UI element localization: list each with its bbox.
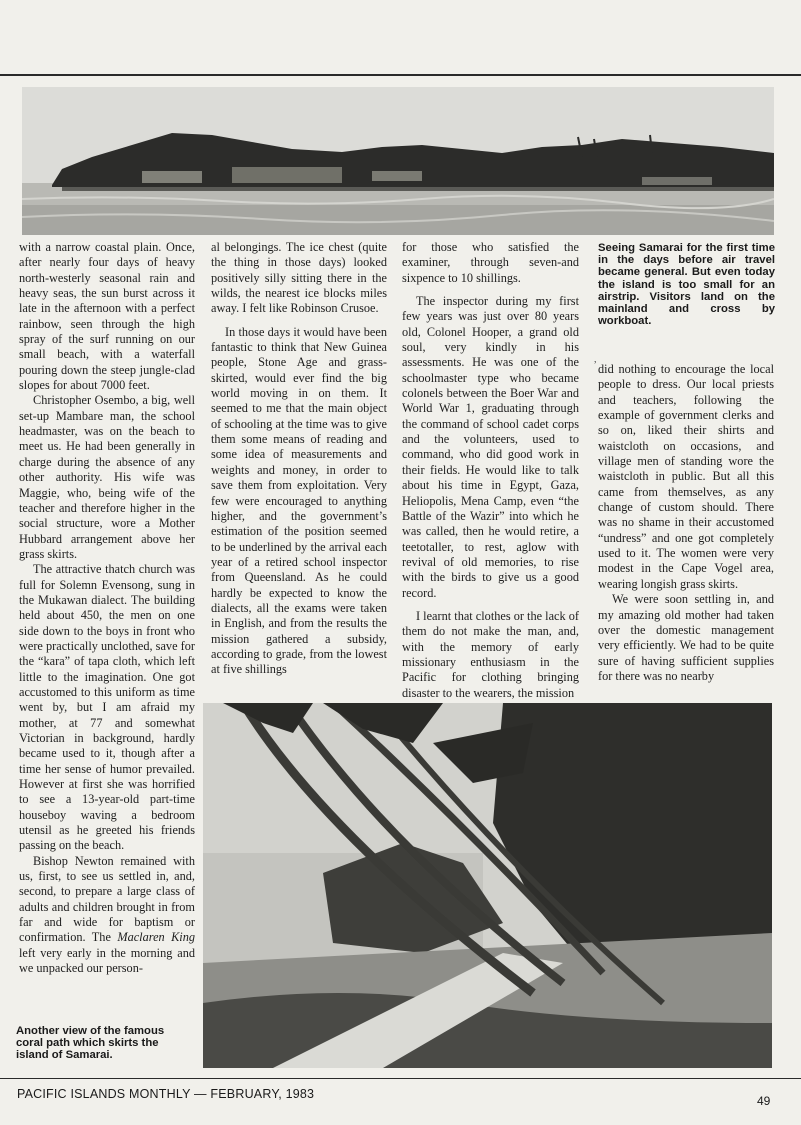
paragraph: The attractive thatch church was full for Solemn Evensong, sung in the Mukawan dialect. The building held about 450, the men on one side down to the boys in front who were practically unclothed, save for the “kara” of tapa cloth, which left little to the imagination. One got accustomed to this uniform as time went by, but I am afraid my mother, at 77 and somewhat Victorian in background, hardly became used to it, though after a time her sense of humor prevailed. However at first she was horrified to see a 13-year-old part-time houseboy waving a bedroom utensil as he greeted his friends passing on the beach. <box>19 562 195 853</box>
bottom-photo-caption: Another view of the famous coral path which skirts the island of Samarai. <box>16 1025 165 1062</box>
publication-footer: PACIFIC ISLANDS MONTHLY — FEBRUARY, 1983 <box>17 1087 315 1101</box>
paragraph: did nothing to encourage the local people to dress. Our local priests and teachers, following the example of government clerks and so on, liked their shirts and waistcloth on occasions, and village men of standing wore the waistcloth in public. But all this came from themselves, as any change of custom should. There was no shame in their accustomed “undress” and one got completely used to it. The women were very modest in the Cape Vogel area, wearing longish grass skirts. <box>598 362 774 591</box>
article-column-2 <box>211 240 387 678</box>
top-photo-caption: Seeing Samarai for the first time in the days before air travel became general. But even today the island is too small for an airstrip. Visitors land on the mainland and cross by workboat. <box>598 242 775 328</box>
stray-mark: , <box>594 354 597 365</box>
paragraph: al belongings. The ice chest (quite the thing in those days) looked positively silly sitting there in the wilds, the nearest ice blocks miles away. I felt like Robinson Crusoe. <box>211 240 387 316</box>
page-number: 49 <box>757 1094 771 1108</box>
article-column-3 <box>402 240 579 701</box>
paragraph: In those days it would have been fantastic to think that New Guinea people, Stone Age and grass-skirted, would ever find the big world moving in on them. It seemed to me that the main object of schooling at the time was to give them some means of reading and some idea of measurements and weights and money, in order to save them from exploitation. Very few were encouraged to anything higher, and the government’s estimation of the position seemed to be underlined by the arrival each year of a retired school inspector from Queensland. As he could hardly be expected to know the dialects, all the exams were taken in English, and from the results the mission gathered a subsidy, according to grade, from the lowest at five shillings <box>211 324 387 677</box>
paragraph-text: left very early in the morning and we unpacked our person- <box>19 945 195 976</box>
top-rule <box>0 74 801 76</box>
paragraph: The inspector during my first few years was just over 80 years old, Colonel Hooper, a grand old soul, very kindly in his assessments. He was one of the schoolmaster type who became colonels between the Boer War and World War 1, graduating through the command of school cadet corps and the volunteers, used to command, who did good work in their fields. He would like to talk about his time in Egypt, Gaza, Heliopolis, Mena Camp, even “the Battle of the Wazir” into which he was called, then he would retire, a teetotaller, to rest, aglow with revival of old memories, to rise with the birds to give us a good record. <box>402 294 579 600</box>
paragraph-text: Bishop Newton remained with us, first, to see us settled in, and, second, to prepare a large class of adults and children brought in from far and wide for baptism or confirmation. The <box>19 853 195 945</box>
paragraph: for those who satisfied the examiner, through seven-and sixpence to 10 shillings. <box>402 240 579 285</box>
samarai-island-photo <box>22 87 774 235</box>
bottom-rule <box>0 1078 801 1079</box>
paragraph: We were soon settling in, and my amazing old mother had taken over the domestic management very efficiently. We had to be quite sure of having sufficient supplies for there was no nearby <box>598 592 774 683</box>
paragraph <box>19 854 195 977</box>
ship-name: Maclaren King <box>117 930 196 945</box>
coral-path-photo <box>203 703 772 1068</box>
article-column-4 <box>598 362 774 684</box>
paragraph: with a narrow coastal plain. Once, after nearly four days of heavy north-westerly seasonal rain and heavy seas, the sun burst across it late in the afternoon with a perfect rainbow, seen through the high spray of the surf running on our small beach, with a waterfall pouring down the steep jungle-clad slopes for about 7000 feet. <box>19 240 195 393</box>
article-column-1 <box>19 240 195 977</box>
paragraph: I learnt that clothes or the lack of them do not make the man, and, with the memory of early missionary enthusiasm in the Pacific for clothing bringing disaster to the wearers, the mission <box>402 608 579 700</box>
paragraph: Christopher Osembo, a big, well set-up Mambare man, the school headmaster, was on the beach to meet us. He had been generally in charge during the absence of any other authority. His wife was Maggie, who, being wife of the teacher and therefore higher in the social structure, wore a Mother Hubbard arrangement above her grass skirts. <box>19 393 195 561</box>
